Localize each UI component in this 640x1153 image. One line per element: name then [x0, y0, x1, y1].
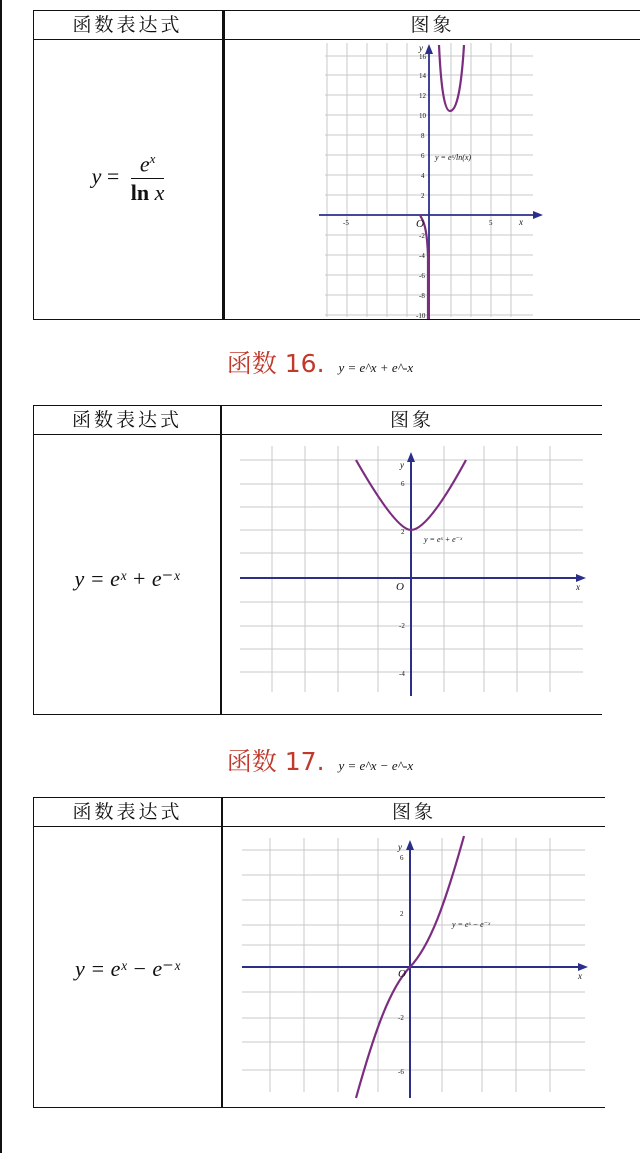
caption-prefix: 函数 [226, 349, 277, 378]
caption-number: 16. [284, 349, 325, 378]
table-header [34, 798, 605, 827]
graph-ex-minus-enx [240, 830, 592, 1100]
ytick-label: 2 [421, 192, 425, 200]
ytick-label: 4 [421, 172, 425, 180]
x-axis-label: x [576, 582, 580, 592]
ytick-label: -6 [398, 1068, 404, 1076]
ytick-label: 2 [401, 528, 405, 536]
formula-ex-plus-enx: y = eˣ + e⁻ˣ [74, 566, 180, 591]
ytick-label: -6 [419, 272, 425, 280]
curve-label: y = eˣ − e⁻ˣ [452, 920, 491, 929]
origin-label: O [398, 968, 406, 980]
xtick-label: 5 [489, 219, 493, 227]
header-expression: 函数表达式 [71, 409, 182, 431]
y-axis-arrow-icon [406, 840, 414, 850]
ytick-label: 2 [400, 910, 404, 918]
curve-label: y = eˣ/ln(x) [435, 153, 472, 162]
curve-ex-over-lnx-left [420, 215, 428, 319]
table-header [34, 11, 640, 40]
ytick-label: 6 [400, 854, 404, 862]
origin-label: O [396, 581, 404, 593]
y-axis-arrow-icon [407, 452, 415, 462]
ytick-label: 6 [421, 152, 425, 160]
y-axis-label: y [398, 842, 402, 852]
ytick-label: -2 [419, 232, 425, 240]
y-axis-arrow-icon [425, 44, 433, 54]
y-axis-label: y [400, 460, 404, 470]
caption-equation: y = e^x − e^-x [338, 758, 414, 773]
page-left-border [0, 0, 2, 1153]
x-axis-arrow-icon [576, 574, 586, 582]
header-graph: 图象 [389, 409, 434, 431]
ytick-label: -2 [398, 1014, 404, 1022]
ytick-label: -4 [419, 252, 425, 260]
caption-prefix: 函数 [226, 747, 277, 776]
ytick-label: -4 [399, 670, 405, 678]
ytick-label: 16 [419, 53, 426, 61]
ytick-label: -2 [399, 622, 405, 630]
ytick-label: 10 [419, 112, 426, 120]
graph-ex-plus-enx [238, 436, 590, 698]
ytick-label: 8 [421, 132, 425, 140]
ytick-label: -10 [416, 312, 426, 319]
graph-ex-over-lnx [317, 41, 547, 319]
caption-equation: y = e^x + e^-x [338, 360, 414, 375]
column-divider [220, 406, 222, 714]
table-header [34, 406, 602, 435]
x-axis-label: x [578, 971, 582, 981]
header-expression: 函数表达式 [72, 14, 183, 36]
header-graph: 图象 [391, 801, 436, 823]
caption-function-17 [0, 742, 640, 778]
header-expression: 函数表达式 [72, 801, 183, 823]
x-axis-arrow-icon [578, 963, 588, 971]
caption-function-16 [0, 344, 640, 380]
curve-label: y = eˣ + e⁻ˣ [424, 535, 463, 544]
function-table-ex-over-lnx [33, 10, 640, 320]
formula-ex-minus-enx: y = eˣ − e⁻ˣ [74, 956, 180, 981]
ytick-label: 14 [419, 72, 426, 80]
ytick-label: 6 [401, 480, 405, 488]
x-axis-label: x [519, 217, 523, 227]
function-table-ex-minus-enx [33, 797, 605, 1108]
column-divider [222, 11, 225, 319]
xtick-label: -5 [343, 219, 349, 227]
origin-label: O [416, 218, 424, 230]
ytick-label: -8 [419, 292, 425, 300]
y-axis-label: y [419, 43, 423, 53]
caption-number: 17. [284, 747, 325, 776]
x-axis-arrow-icon [533, 211, 543, 219]
header-graph: 图象 [410, 14, 455, 36]
formula-ex-over-lnx: y = $\frac{e^x}{\text{ln x}}$ [91, 151, 165, 206]
function-table-ex-plus-enx [33, 405, 602, 715]
column-divider [221, 798, 223, 1107]
ytick-label: 12 [419, 92, 426, 100]
